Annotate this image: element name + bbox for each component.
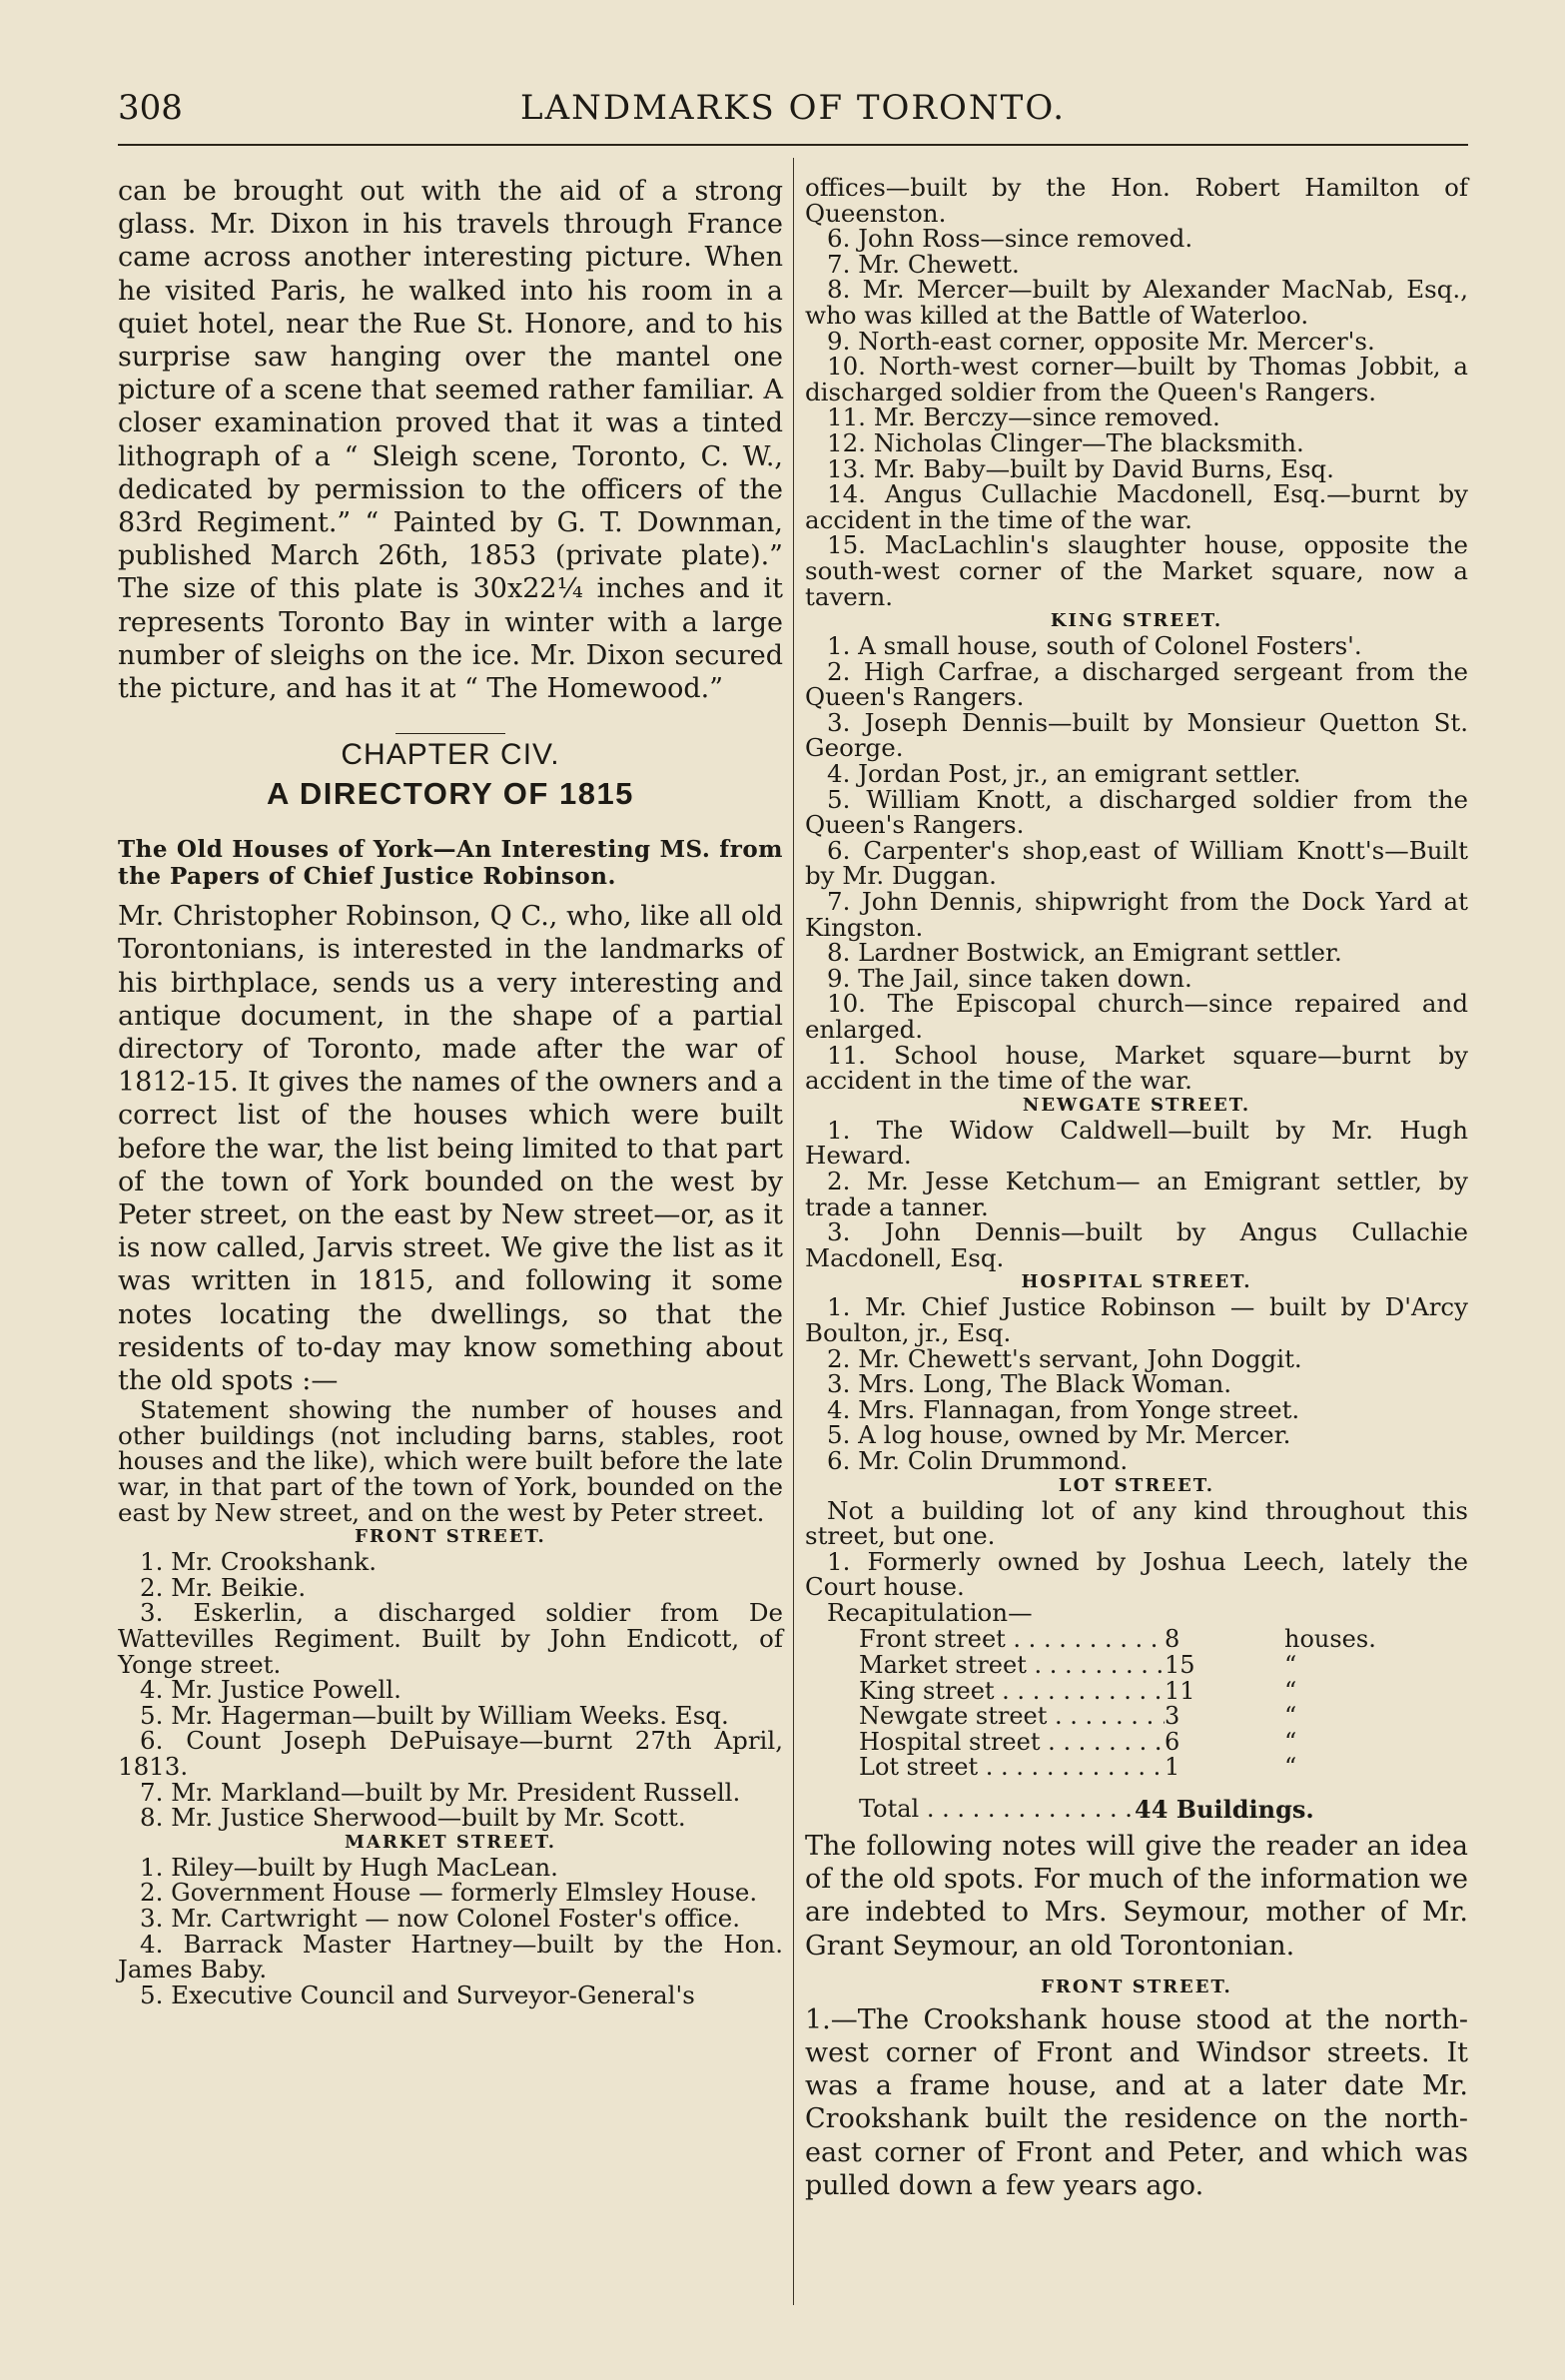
list-item: 1. The Widow Caldwell—built by Mr. Hugh Heward. [805,1115,1468,1171]
list-item: 6. John Ross—since removed. [827,224,1193,254]
list-item: 3. Mrs. Long, The Black Woman. [827,1369,1232,1399]
chapter-title: A DIRECTORY OF 1815 [267,776,634,812]
recap-row: Hospital street . . . 6 “ [859,1730,1468,1756]
list-item: 8. Mr. Mercer—built by Alexander MacNab, Esq., who was killed at the Battle of Waterloo. [805,275,1468,330]
recap-row: Lot street . . . 1 “ [859,1755,1468,1781]
list-item: 14. Angus Cullachie Macdonell, Esq.—burnt by accident in the time of the war. [805,479,1468,534]
page-number: 308 [118,88,183,128]
list-item: 5. A log house, owned by Mr. Mercer. [827,1420,1291,1450]
recap-row: Front street . . . 8 houses. [859,1627,1468,1653]
list-item: 6. Count Joseph DePuisaye—burnt 27th April, 1813. [118,1726,783,1782]
street-heading-hospital: HOSPITAL STREET. [1021,1271,1252,1293]
header-rule [118,144,1468,146]
list-item: 9. North-east corner, opposite Mr. Mercer's. [827,326,1375,356]
list-item: 5. William Knott, a discharged soldier from the Queen's Rangers. [805,784,1468,840]
chapter-subheading: The Old Houses of York—An Interesting MS. from the Papers of Chief Justice Robinson. [118,836,783,891]
list-item: 10. North-west corner—built by Thomas Jobbit, a discharged soldier from the Queen's Rangers. [805,352,1468,406]
notes-front-paragraph: 1.—The Crookshank house stood at the north-west corner of Front and Windsor streets. It was a frame house, and at a later date Mr. Crookshank built the residence on the north-east corner of Front and Peter, and which was pulled down a few years ago. [805,2003,1468,2201]
list-item: 15. MacLachlin's slaughter house, opposite the south-west corner of the Market square, now a tavern. [805,530,1468,611]
recap-row: King street . . . 11 “ [859,1679,1468,1705]
list-item: 1. A small house, south of Colonel Fosters'. [827,631,1362,661]
list-item: 4. Barrack Master Hartney—built by the Hon. James Baby. [118,1929,783,1984]
list-item: 11. Mr. Berczy—since removed. [827,402,1220,432]
main-paragraph: Mr. Christopher Robinson, Q C., who, like all old Torontonians, is interested in the landmarks of his birthplace, sends us a very interesting and antique document, in the shape of a partial directory of Toronto, made after the war of 1812-15. It gives the names of the owners and a correct list of the houses which were built before the war, the list being limited to that part of the town of York bounded on the west by Peter street, on the east by New street—or, as it is now called, Jarvis street. We give the list as it was written in 1815, and following it some notes locating the dwellings, so that the residents of to-day may know something about the old spots :— [118,901,783,1397]
list-item: 3. Joseph Dennis—built by Monsieur Quetton St. George. [805,707,1468,763]
street-heading-newgate: NEWGATE STREET. [1022,1094,1251,1116]
recap-total-value: 44 Buildings. [1135,1795,1314,1825]
list-item: Not a building lot of any kind throughout this street, but one. [805,1495,1468,1551]
street-heading-front: FRONT STREET. [355,1526,546,1548]
list-item: 4. Mrs. Flannagan, from Yonge street. [827,1394,1300,1424]
list-item: 1. Mr. Chief Justice Robinson — built by D'Arcy Boulton, jr., Esq. [805,1292,1468,1347]
recap-heading: Recapitulation— [827,1597,1033,1627]
list-item: offices—built by the Hon. Robert Hamilton of Queenston. [805,173,1468,228]
list-item: 8. Lardner Bostwick, an Emigrant settler. [827,938,1342,968]
list-item: 2. High Carfrae, a discharged sergeant from the Queen's Rangers. [805,656,1468,712]
list-item: 7. Mr. Chewett. [827,249,1020,279]
list-item: 3. Eskerlin, a discharged soldier from De Wattevilles Regiment. Built by John Endicott, of Yonge street. [118,1598,783,1679]
list-item: 1. Mr. Crookshank. [140,1547,378,1577]
street-heading-market: MARKET STREET. [344,1831,556,1853]
recap-total: Total . . . 44 Buildings. [859,1795,1468,1824]
list-item: 3. Mr. Cartwright — now Colonel Foster's office. [140,1903,741,1933]
list-item: 2. Government House — formerly Elmsley House. [140,1878,758,1908]
list-item: 8. Mr. Justice Sherwood—built by Mr. Scott. [140,1803,686,1833]
list-item: 2. Mr. Chewett's servant, John Doggit. [827,1343,1302,1373]
list-item: 4. Jordan Post, jr., an emigrant settler. [827,759,1301,789]
left-column [118,175,783,2007]
notes-section [805,1830,1468,2202]
notes-intro: The following notes will give the reader an idea of the old spots. For much of the information we are indebted to Mrs. Seymour, mother of Mr. Grant Seymour, an old Torontonian. [805,1831,1468,1962]
recap-row: Newgate street . . . 3 “ [859,1704,1468,1730]
recap-table [859,1627,1468,1781]
chapter-heading [118,733,783,812]
notes-front-heading: FRONT STREET. [1041,1976,1232,1997]
list-item: 13. Mr. Baby—built by David Burns, Esq. [827,453,1334,483]
list-item: 5. Executive Council and Surveyor-General's [140,1980,695,2009]
right-column [805,175,1468,2202]
intro-paragraph: can be brought out with the aid of a strong glass. Mr. Dixon in his travels through France came across another interesting picture. When he visited Paris, he walked into his room in a quiet hotel, near the Rue St. Honore, and to his surprise saw hanging over the mantel one picture of a scene that seemed rather familiar. A closer examination proved that it was a tinted lithograph of a “ Sleigh scene, Toronto, C. W., dedicated by permission to the officers of the 83rd Regiment.” “ Painted by G. T. Downman, published March 26th, 1853 (private plate).” The size of this plate is 30x22¼ inches and it represents Toronto Bay in winter with a large number of sleighs on the ice. Mr. Dixon secured the picture, and has it at “ The Homewood.” [118,176,783,705]
list-item: 12. Nicholas Clinger—The blacksmith. [827,427,1304,457]
list-item: 9. The Jail, since taken down. [827,963,1192,993]
list-item: 5. Mr. Hagerman—built by William Weeks. Esq. [140,1700,729,1730]
running-title: LANDMARKS OF TORONTO. [519,88,1067,128]
list-item: 4. Mr. Justice Powell. [140,1675,401,1705]
list-item: 6. Carpenter's shop,east of William Knott's—Built by Mr. Duggan. [805,835,1468,891]
list-item: 2. Mr. Jesse Ketchum— an Emigrant settler, by trade a tanner. [805,1166,1468,1221]
page-header [118,88,1468,136]
list-item: 3. John Dennis—built by Angus Cullachie Macdonell, Esq. [805,1217,1468,1272]
list-item: 11. School house, Market square—burnt by accident in the time of the war. [805,1040,1468,1096]
list-item: 10. The Episcopal church—since repaired and enlarged. [805,989,1468,1044]
chapter-rule [395,733,505,734]
recap-row: Market street . . . 15 “ [859,1653,1468,1679]
list-item: 7. John Dennis, shipwright from the Dock Yard at Kingston. [805,887,1468,942]
list-item: 7. Mr. Markland—built by Mr. President Russell. [140,1777,741,1807]
street-heading-king: KING STREET. [1050,610,1223,632]
column-divider [793,158,794,2305]
list-item: 6. Mr. Colin Drummond. [827,1445,1129,1475]
street-heading-lot: LOT STREET. [1058,1474,1215,1496]
chapter-number: CHAPTER CIV. [341,738,560,772]
list-item: 1. Riley—built by Hugh MacLean. [140,1852,558,1882]
statement-paragraph: Statement showing the number of houses and other buildings (not including barns, stables, root houses and the like), which were built before the late war, in that part of the town of York, bounded on the east by New street, and on the west by Peter street. [118,1395,783,1527]
list-item: 2. Mr. Beikie. [140,1572,307,1602]
directory-list-right [805,175,1468,1625]
directory-list-left [118,1397,783,2007]
list-item: 1. Formerly owned by Joshua Leech, lately the Court house. [805,1546,1468,1602]
